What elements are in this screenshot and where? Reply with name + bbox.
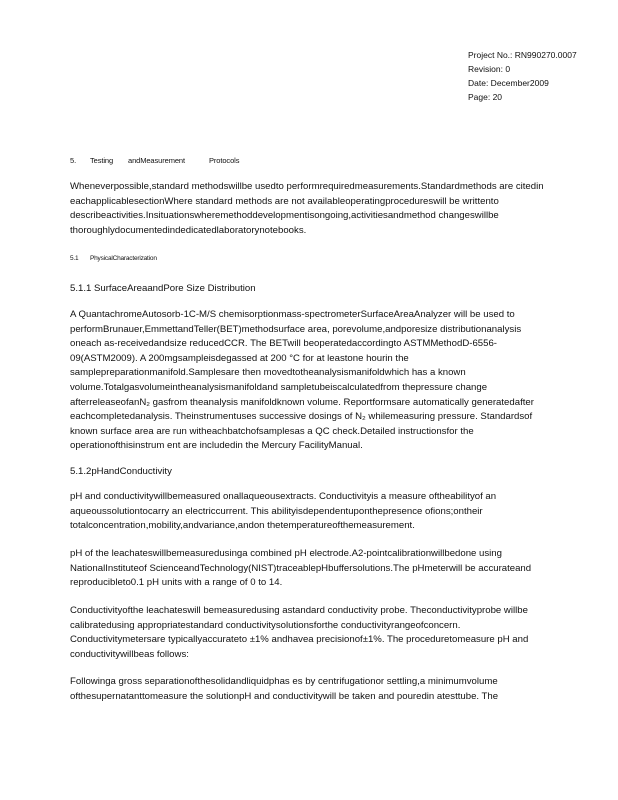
project-number: Project No.: RN990270.0007 — [468, 50, 577, 60]
section-5-1-number: 5.1 — [70, 255, 79, 262]
section-5-number: 5. — [70, 156, 77, 165]
section-5-word-1: Testing — [90, 156, 114, 165]
section-5-word-2: andMeasurement — [128, 156, 185, 165]
section-5-1-2-paragraph-1: pH and conductivitywillbemeasured onallaqueousextracts. Conductivityis a measure oftheabilityof an aqueoussolutiontocarry an electriccurrent. This abilityisdependentuponthepresence ofions;ontheir totalconcentration,mobility,andvariance,andon thetemperatureofthemeasurement. — [70, 491, 497, 532]
date: Date: December2009 — [468, 78, 549, 88]
section-5-heading — [70, 155, 239, 166]
section-5-1-2-heading: 5.1.2pHandConductivity — [70, 466, 172, 477]
revision: Revision: 0 — [468, 64, 511, 74]
section-5-1-2-paragraph-2: pH of the leachateswillbemeasuredusinga combined pH electrode.A2-pointcalibrationwillbedone using NationalInstituteof ScienceandTechnology(NIST)traceablepHbuffersolutions.The pHmeterwill be accurateand reproducibleto0.1 pH units with a range of 0 to 14. — [70, 548, 532, 589]
section-5-1-1-heading: 5.1.1 SurfaceAreaandPore Size Distribution — [70, 283, 256, 294]
section-5-paragraph: Wheneverpossible,standard methodswillbe usedto performrequiredmeasurements.Standardmethods are citedin eachapplicablesectionWhere standard methods are not availableoperatingprocedureswill be writtento describeactivities.Insituationswheremethoddevelopmentisongoing,activitiesandmethod changeswillbe thoroughlydocumentedindedicatedlaboratorynotebooks. — [70, 181, 544, 236]
section-5-1-1-paragraph: A QuantachromeAutosorb-1C-M/S chemisorptionmass-spectrometerSurfaceAreaAnalyzer will be used to performBrunauer,EmmettandTeller(BET)methodsurface area, porevolume,andporesize distributionanalysis oneach as-receivedandsize reducedCCR. The BETwill beoperatedaccordingto ASTMMethodD-6556-09(ASTM2009). A 200mgsampleisdegassed at 200 °C for at leastone hourin the samplepreparationmanifold.Samplesare then movedtotheanalysismanifoldwhich has a known volume.Totalgasvolumeintheanalysismanifoldand sampletubeiscalculatedfrom thepressure change afterreleaseofanN₂ gasfrom theanalysis manifoldknown volume. Reportformsare automatically generatedafter eachcompletedanalysis. Theinstrumentuses successive dosings of N₂ whilemeasuring pressure. Standardsof known surface area are run witheachbatchofsamplesas a QC check.Detailed instructionsfor the operationofthisinstrum ent are includedin the Mercury FacilityManual. — [70, 309, 534, 452]
page-header — [468, 48, 608, 104]
section-5-1-2-paragraph-3: Conductivityofthe leachateswill bemeasuredusing astandard conductivity probe. Theconductivityprobe willbe calibratedusing appropriatestandard conductivitysolutionsforthe conductivityrangeofconcern. Conductivitymetersare typicallyaccurateto ±1% andhavea precisionof±1%. The proceduretomeasure pH and conductivitywillbeas follows: — [70, 605, 529, 660]
page-number: Page: 20 — [468, 92, 503, 102]
section-5-1-2-paragraph-4: Followinga gross separationofthesolidandliquidphas es by centrifugationor settling,a minimumvolume ofthesupernatanttomeasure the solutionpH and conductivitywill be taken and pouredin atesttube. The — [70, 676, 499, 702]
section-5-1-heading — [70, 254, 157, 264]
section-5-word-3: Protocols — [209, 156, 240, 165]
section-5-1-title: PhysicalCharacterization — [90, 255, 157, 262]
